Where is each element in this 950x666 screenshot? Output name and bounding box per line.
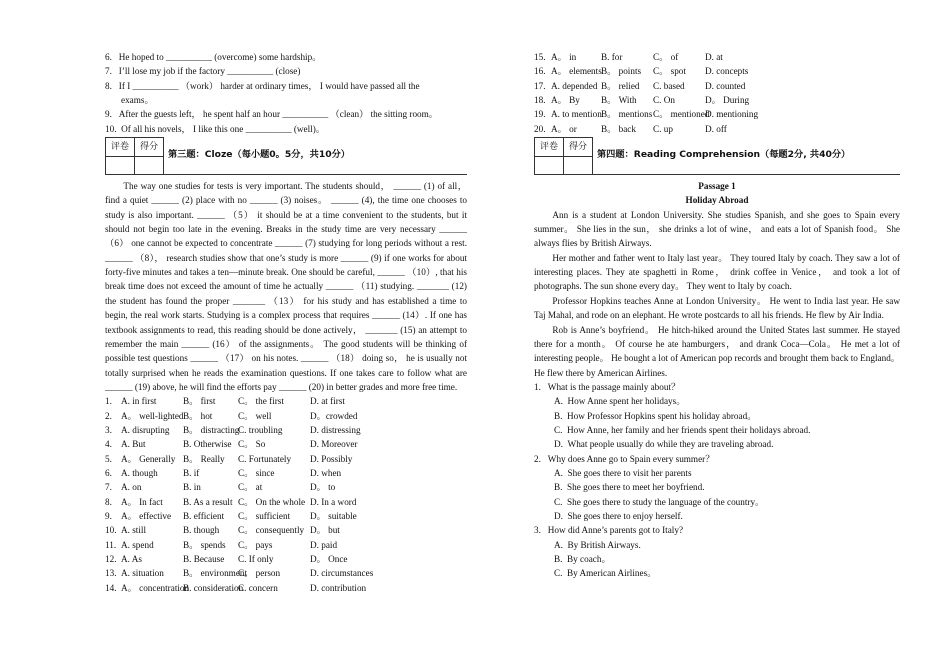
option-a: A. in first <box>121 396 157 407</box>
question-number: 6. <box>105 467 112 478</box>
option-a: A。 or <box>551 123 577 134</box>
question-stem: 3. How did Anne’s parents got to Italy? <box>534 525 684 536</box>
option-c: C. concern <box>238 582 278 593</box>
question-number: 12. <box>105 554 117 564</box>
answer-option: C. By American Airlines。 <box>554 568 657 579</box>
score-label: 得分 <box>564 138 593 157</box>
answer-option: A. By British Airways. <box>554 539 641 550</box>
questions-list <box>534 380 900 581</box>
option-d: D. when <box>310 467 342 478</box>
cloze-option-row <box>105 437 467 451</box>
option-b: B。 first <box>183 396 216 407</box>
cloze-option-row <box>105 538 467 552</box>
question-number: 10. <box>105 525 117 536</box>
left-column <box>105 50 467 595</box>
cloze-section-header <box>105 137 467 175</box>
option-b: B. consideration <box>183 582 244 593</box>
option-d: D. concepts <box>705 66 749 77</box>
option-b: B. if <box>183 467 200 478</box>
question-number: 14. <box>105 582 117 593</box>
option-c: C. based <box>653 80 685 91</box>
cloze-option-row <box>105 394 467 408</box>
option-d: D. Moreover <box>310 439 358 450</box>
option-b: B. As a result <box>183 496 233 507</box>
option-a: A. though <box>121 467 158 478</box>
option-a: A. disrupting <box>121 424 170 435</box>
answer-option: A. She goes there to visit her parents <box>554 467 692 478</box>
cloze-options-list <box>534 50 900 136</box>
score-table <box>534 137 593 175</box>
option-b: B。 With <box>601 95 637 106</box>
answer-option: D. She goes there to enjoy herself. <box>554 510 683 521</box>
passage-paragraph: Rob is Anne’s boyfriend。 He hitch-hiked around the United States last summer. He stayed there for a month。 Of course he ate hamburgers， and drank Coca—Cola。 He met a lot of interesting people。 He bought a lot of American pop records and brought them back to England。 He flew there by American Airlines. <box>534 324 900 378</box>
cloze-option-row <box>105 523 467 537</box>
option-b: B. though <box>183 525 220 536</box>
grader-label: 评卷 <box>106 138 135 157</box>
option-d: D。crowded <box>310 410 358 421</box>
option-b: B. efficient <box>183 510 225 521</box>
fill-item: 8. If I __________ （work） harder at ordinary times， I would have passed all the <box>105 80 420 91</box>
option-d: D. counted <box>705 80 746 91</box>
answer-option: C. She goes there to study the language of the country。 <box>554 496 765 507</box>
score-label: 得分 <box>135 138 164 157</box>
cloze-options-list <box>105 394 467 595</box>
cloze-option-row <box>105 509 467 523</box>
option-c: C。 On the whole <box>238 496 306 507</box>
passage-paragraph: Ann is a student at London University. She studies Spanish, and she goes to Spain every summer。 She lies in the sun， she drinks a lot of wine， and eats a lot of Spanish food。 She always flies by British Airways. <box>534 209 900 249</box>
option-c: C。 mentioned <box>653 109 710 120</box>
cloze-option-row <box>105 409 467 423</box>
option-d: D. distressing <box>310 424 361 435</box>
question-stem: 1. What is the passage mainly about？ <box>534 381 681 392</box>
option-c: C. If only <box>238 554 274 564</box>
option-a: A. to mention <box>551 109 602 120</box>
score-cell <box>135 156 164 175</box>
question-stem: 2. Why does Anne go to Spain every summer？ <box>534 453 715 464</box>
option-d: D. contribution <box>310 582 367 593</box>
fill-item: 7. I’ll lose my job if the factory __________ (close) <box>105 66 301 77</box>
option-a: A. spend <box>121 539 154 550</box>
option-d: D。 but <box>310 525 340 536</box>
option-c: C. Fortunately <box>238 453 292 464</box>
option-a: A. As <box>121 554 142 564</box>
question-number: 8. <box>105 496 112 507</box>
right-column <box>534 50 900 581</box>
option-b: B。 distracting <box>183 424 240 435</box>
option-b: B。 points <box>601 66 642 77</box>
option-a: A。 effective <box>121 510 172 521</box>
option-d: D. off <box>705 123 727 134</box>
option-b: B。 Really <box>183 453 225 464</box>
fill-item: 9. After the guests left， he spent half an hour __________ （clean） the sitting room。 <box>105 109 438 120</box>
option-c: C。 consequently <box>238 525 305 536</box>
option-a: A. depended <box>551 80 598 91</box>
question-number: 2. <box>105 410 112 421</box>
reading-section-header <box>534 137 900 175</box>
fill-item: 10. Of all his novels， I like this one __________ (well)。 <box>105 123 325 134</box>
option-c: C。 So <box>238 439 266 450</box>
option-a: A. situation <box>121 568 164 579</box>
option-a: A. But <box>121 439 146 450</box>
cloze-option-row <box>534 79 900 93</box>
question-number: 17. <box>534 80 546 91</box>
cloze-option-row <box>105 566 467 580</box>
option-b: B。 back <box>601 123 636 134</box>
grader-label: 评卷 <box>535 138 564 157</box>
question-number: 18. <box>534 95 546 106</box>
option-b: B. for <box>601 52 623 62</box>
question-number: 9. <box>105 510 112 521</box>
passage-paragraph: Her mother and father went to Italy last year。 They toured Italy by coach. They saw a lot of interesting places. They ate spaghetti in Rome， drink coffee in Venice， and took a lot of photographs. The sun shone every day。 They went to Italy by coach. <box>534 252 900 292</box>
cloze-option-row <box>534 64 900 78</box>
answer-option: D. What people usually do while they are traveling abroad. <box>554 439 774 450</box>
option-d: D. Possibly <box>310 453 353 464</box>
grader-cell <box>535 156 564 175</box>
cloze-option-row <box>105 552 467 566</box>
reading-section-title: 第四题：Reading Comprehension（每题2分, 共40分） <box>593 137 900 175</box>
passage-title: Holiday Abroad <box>685 195 749 206</box>
passage-paragraph: Professor Hopkins teaches Anne at London University。 He went to India last year. He saw Taj Mahal, and rode on an elephant. He wrote postcards to all his friends. He flew by Air India. <box>534 295 900 321</box>
question-number: 16. <box>534 66 546 77</box>
cloze-option-row <box>105 423 467 437</box>
question-number: 1. <box>105 396 112 407</box>
question-number: 19. <box>534 109 546 120</box>
cloze-section-title: 第三题：Cloze（每小题0。5分，共10分） <box>164 137 467 175</box>
option-c: C. troubling <box>238 424 283 435</box>
passage-label: Passage 1 <box>698 181 736 192</box>
cloze-option-row <box>105 452 467 466</box>
option-a: A。 By <box>551 95 580 106</box>
option-d: D. at first <box>310 396 345 407</box>
option-d: D. mentioning <box>705 109 759 120</box>
option-d: D。 During <box>705 95 750 106</box>
fill-item-continuation: exams。 <box>121 95 154 106</box>
option-d: D. paid <box>310 539 338 550</box>
option-b: B。 hot <box>183 410 213 421</box>
cloze-option-row <box>534 50 900 64</box>
option-a: A. still <box>121 525 147 536</box>
option-d: D. In a word <box>310 496 357 507</box>
option-c: C。 at <box>238 482 263 493</box>
answer-option: A. How Anne spent her holidays。 <box>554 396 686 407</box>
question-number: 7. <box>105 482 112 493</box>
question-number: 5. <box>105 453 112 464</box>
question-number: 4. <box>105 439 112 450</box>
option-b: B. Because <box>183 554 225 564</box>
option-d: D. at <box>705 52 723 62</box>
option-b: B。 relied <box>601 80 640 91</box>
option-a: A。 concentration <box>121 582 190 593</box>
option-c: C。 sufficient <box>238 510 291 521</box>
answer-option: B. She goes there to meet her boyfriend. <box>554 482 705 493</box>
option-b: B. in <box>183 482 201 493</box>
cloze-option-row <box>534 122 900 136</box>
option-d: D。 Once <box>310 554 348 564</box>
question-number: 20. <box>534 123 546 134</box>
cloze-option-row <box>534 107 900 121</box>
option-c: C. up <box>653 123 673 134</box>
option-d: D。 to <box>310 482 336 493</box>
score-cell <box>564 156 593 175</box>
option-a: A。 in <box>551 52 577 62</box>
option-a: A。 Generally <box>121 453 176 464</box>
option-c: C。 of <box>653 52 679 62</box>
question-number: 13. <box>105 568 117 579</box>
option-c: C. On <box>653 95 675 106</box>
cloze-option-row <box>534 93 900 107</box>
option-c: C。 well <box>238 410 272 421</box>
cloze-option-row <box>105 466 467 480</box>
question-number: 15. <box>534 52 546 62</box>
answer-option: B. How Professor Hopkins spent his holiday abroad。 <box>554 410 757 421</box>
option-a: A。 In fact <box>121 496 163 507</box>
option-c: C。 person <box>238 568 281 579</box>
option-a: A. on <box>121 482 142 493</box>
answer-option: B. By coach。 <box>554 554 611 564</box>
grader-cell <box>106 156 135 175</box>
option-b: B。 mentions <box>601 109 653 120</box>
option-b: B. Otherwise <box>183 439 232 450</box>
option-c: C。 spot <box>653 66 686 77</box>
cloze-option-row <box>105 495 467 509</box>
cloze-option-row <box>105 581 467 595</box>
option-a: A。 elements <box>551 66 602 77</box>
fill-item: 6. He hoped to __________ (overcome) some hardship。 <box>105 52 322 62</box>
cloze-passage: The way one studies for tests is very important. The students should， ______ (1) of all， find a quiet ______ (2) place with no ______ (3) noises。 ______ (4), the time one chooses to study is also important. ______ （5） it should be at a time convenient to the students, but it should not begin too late in the evening. Breaks in the study time are very necessary ______ （6） one cannot be expected to concentrate ______ (7) studying for long periods without a rest. ______ （8）， research studies show that one’s study is more ______ (9) if one works for about forty-five minutes and takes a ten—minute break. One should be careful, ______ （10）, that his break time does not exceed the amount of time he actually ______ （11) studying. _______ (12) the student has found the proper _______ （13） for his study and has established a time to begin, the real work starts. Studying is a complex process that requires ______ (14）. If one has textbook assignments to read, this reading should be done actively， _______ (15) an attempt to remember the main ______ (16） of the assignments。 The good students will be thinking of possible test questions ______ （17） on his notes. ______ （18） doing so， he is usually not totally surprised when he reads the examination questions. If one takes care to follow what are ______ (19) above, he will find the efforts pay ______ (20) in better grades and more free time. <box>105 181 467 392</box>
question-number: 11. <box>105 539 117 550</box>
score-table <box>105 137 164 175</box>
option-c: C。 since <box>238 467 275 478</box>
option-b: B。 environment <box>183 568 248 579</box>
option-a: A。 well-lighted <box>121 410 184 421</box>
question-number: 3. <box>105 424 112 435</box>
option-c: C。 pays <box>238 539 273 550</box>
option-b: B。 spends <box>183 539 226 550</box>
option-c: C。 the first <box>238 396 284 407</box>
answer-option: C. How Anne, her family and her friends spent their holidays abroad. <box>554 424 811 435</box>
option-d: D。 suitable <box>310 510 357 521</box>
option-d: D. circumstances <box>310 568 374 579</box>
cloze-option-row <box>105 480 467 494</box>
